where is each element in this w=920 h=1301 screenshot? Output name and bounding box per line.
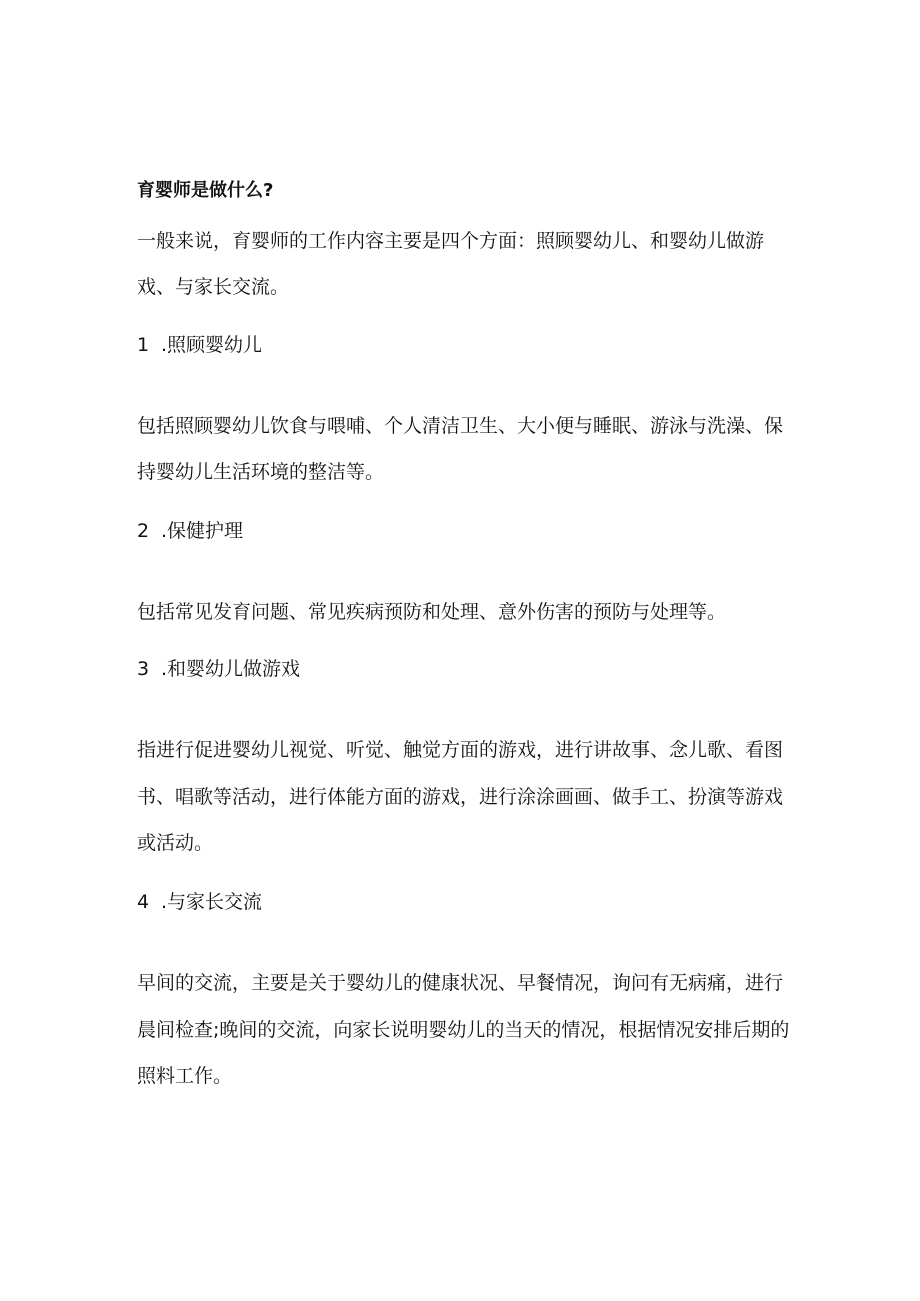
section-title: .保健护理 <box>161 520 244 542</box>
section-heading <box>137 656 787 682</box>
intro-line: 戏、与家长交流。 <box>137 276 290 298</box>
section-number: 1 <box>137 334 150 356</box>
section-body-line: 书、唱歌等活动，进行体能方面的游戏，进行涂涂画画、做手工、扮演等游戏 <box>137 786 784 808</box>
section-heading <box>137 518 787 544</box>
section-heading <box>137 332 787 358</box>
section-number: 3 <box>137 658 150 680</box>
section-body-line: 持婴幼儿生活环境的整洁等。 <box>137 461 385 483</box>
section-body-line: 包括照顾婴幼儿饮食与喂哺、个人清洁卫生、大小便与睡眠、游泳与洗澡、保 <box>137 415 784 437</box>
section-title: .照顾婴幼儿 <box>161 334 263 356</box>
section-body-line: 照料工作。 <box>137 1065 233 1087</box>
section-title: .与家长交流 <box>161 891 263 913</box>
section-number: 2 <box>137 520 150 542</box>
page-title: 育婴师是做什么? <box>137 180 274 201</box>
section-body-line: 包括常见发育问题、常见疾病预防和处理、意外伤害的预防与处理等。 <box>137 601 727 623</box>
section-body-line: 早间的交流，主要是关于婴幼儿的健康状况、早餐情况，询问有无病痛，进行 <box>137 972 784 994</box>
section-body-line: 指进行促进婴幼儿视觉、听觉、触觉方面的游戏，进行讲故事、念儿歌、看图 <box>137 739 784 761</box>
section-heading <box>137 889 787 915</box>
intro-line: 一般来说，育婴师的工作内容主要是四个方面：照顾婴幼儿、和婴幼儿做游 <box>137 230 765 252</box>
section-body-line: 或活动。 <box>137 832 214 854</box>
section-number: 4 <box>137 891 150 913</box>
section-title: .和婴幼儿做游戏 <box>161 658 301 680</box>
section-body-line: 晨间检查;晚间的交流，向家长说明婴幼儿的当天的情况，根据情况安排后期的 <box>137 1019 790 1041</box>
